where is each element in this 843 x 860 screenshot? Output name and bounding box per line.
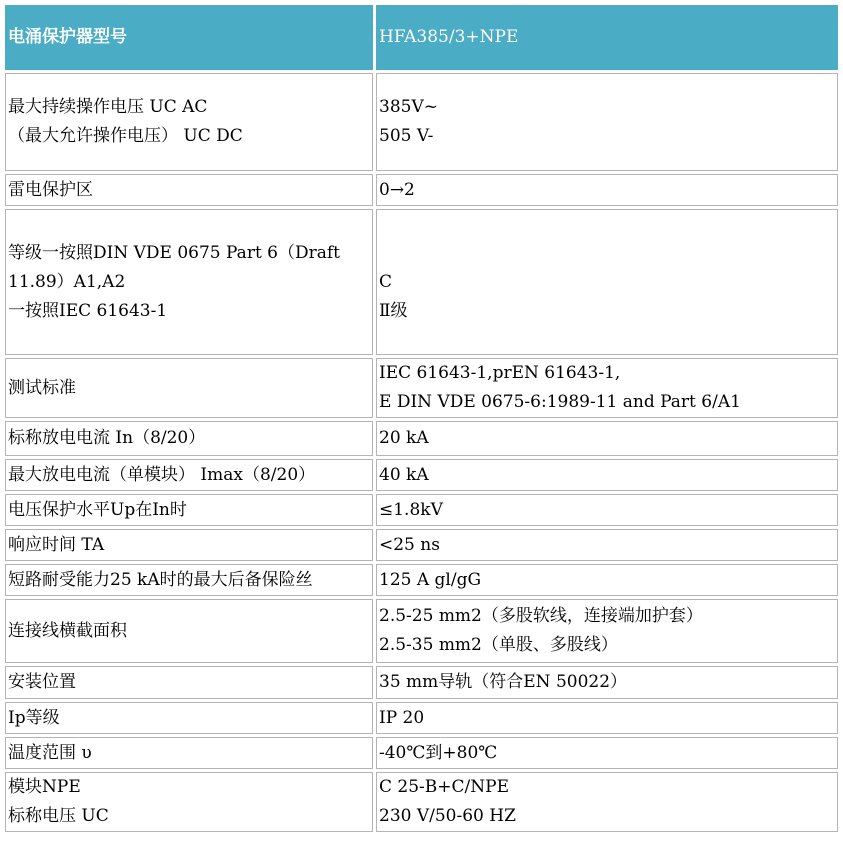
value-cell [376, 772, 838, 832]
table-row [5, 529, 838, 561]
value-line: 230 V/50-60 HZ [379, 806, 516, 826]
value-cell [376, 494, 838, 526]
table-row [5, 737, 838, 769]
param-line: 标称放电电流 In（8/20） [8, 428, 206, 448]
table-row [5, 599, 838, 663]
param-cell [5, 73, 373, 171]
value-line [379, 239, 835, 268]
header-row [5, 5, 838, 70]
table-row [5, 421, 838, 456]
value-cell [376, 459, 838, 491]
param-line: 11.89）A1,A2 [8, 271, 126, 292]
param-line: 标称电压 UC [8, 806, 109, 826]
table-row [5, 494, 838, 526]
value-line: -40℃到+80℃ [379, 742, 498, 763]
value-line: 20 kA [379, 428, 429, 448]
param-line: 雷电保护区 [8, 179, 93, 200]
param-line: 温度范围 υ [8, 742, 92, 763]
param-cell [5, 702, 373, 734]
value-line: 505 V- [379, 126, 434, 146]
value-cell [376, 209, 838, 355]
param-line: 安装位置 [8, 672, 76, 692]
param-cell [5, 737, 373, 769]
value-line: C 25-B+C/NPE [379, 777, 509, 797]
table-row [5, 174, 838, 206]
value-line: ≤1.8kV [379, 499, 443, 520]
value-line: 385V~ [379, 97, 438, 117]
value-cell [376, 599, 838, 663]
spec-table [2, 2, 841, 835]
table-row [5, 459, 838, 491]
param-cell [5, 459, 373, 491]
value-cell [376, 564, 838, 596]
value-line: 40 kA [379, 464, 429, 485]
header-param-cell: 电涌保护器型号 [5, 5, 373, 70]
param-line: 电压保护水平Up在In时 [8, 499, 187, 520]
param-cell [5, 599, 373, 663]
value-line: E DIN VDE 0675-6:1989-11 and Part 6/A1 [379, 392, 741, 412]
table-row [5, 564, 838, 596]
param-cell [5, 772, 373, 832]
param-line: 模块NPE [8, 777, 81, 797]
value-line: 35 mm导轨（符合EN 50022） [379, 672, 628, 692]
param-line: 等级一按照DIN VDE 0675 Part 6（Draft [8, 242, 341, 263]
param-line: 响应时间 TA [8, 534, 105, 555]
param-cell [5, 564, 373, 596]
value-line: C [379, 271, 393, 292]
value-cell [376, 702, 838, 734]
param-cell [5, 421, 373, 456]
value-line: 2.5-35 mm2（单股、多股线） [379, 635, 618, 655]
param-cell [5, 529, 373, 561]
param-cell [5, 358, 373, 418]
value-line: 125 A gl/gG [379, 569, 482, 590]
value-line: 2.5-25 mm2（多股软线，连接端加护套） [379, 606, 703, 626]
value-cell [376, 529, 838, 561]
value-cell [376, 174, 838, 206]
value-line: IEC 61643-1,prEN 61643-1, [379, 363, 621, 383]
param-line: 一按照IEC 61643-1 [8, 300, 168, 321]
value-cell [376, 421, 838, 456]
param-line: 短路耐受能力25 kA时的最大后备保险丝 [8, 569, 313, 590]
param-line: 测试标准 [8, 377, 76, 398]
value-cell [376, 358, 838, 418]
param-line: 最大持续操作电压 UC AC [8, 97, 208, 117]
table-row [5, 772, 838, 832]
value-cell [376, 666, 838, 699]
value-line: <25 ns [379, 534, 440, 555]
param-line: Ip等级 [8, 707, 60, 728]
value-line: IP 20 [379, 707, 425, 728]
param-cell [5, 174, 373, 206]
param-line: 连接线横截面积 [8, 620, 127, 641]
table-row [5, 702, 838, 734]
param-cell [5, 494, 373, 526]
table-row [5, 358, 838, 418]
param-line: （最大允许操作电压） UC DC [8, 126, 243, 146]
param-line: 最大放电电流（单模块） Imax（8/20） [8, 464, 316, 485]
param-cell [5, 666, 373, 699]
value-cell [376, 737, 838, 769]
table-row [5, 73, 838, 171]
value-line: Ⅱ级 [379, 300, 408, 321]
header-value-cell: HFA385/3+NPE [376, 5, 838, 70]
value-line: 0→2 [379, 179, 415, 200]
table-row [5, 209, 838, 355]
param-cell [5, 209, 373, 355]
value-cell [376, 73, 838, 171]
table-row [5, 666, 838, 699]
